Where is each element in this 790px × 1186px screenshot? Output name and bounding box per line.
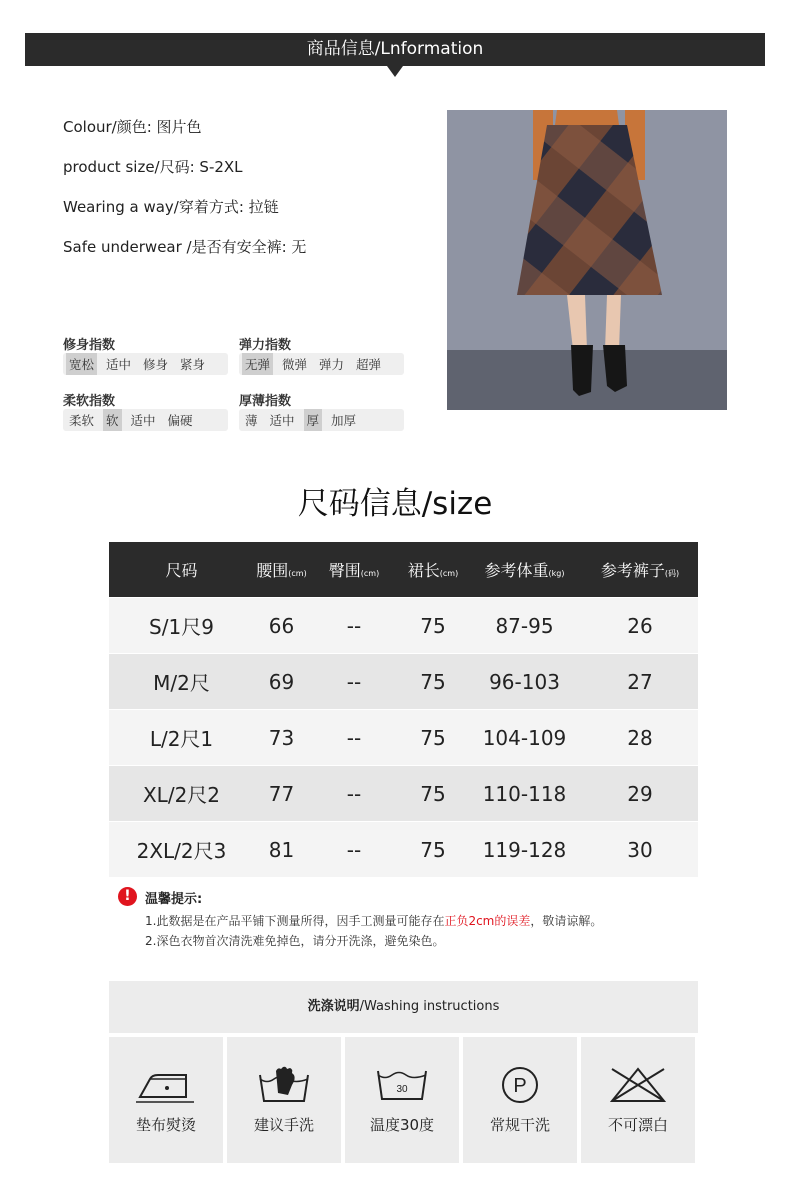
thickness-option: 适中 bbox=[269, 413, 295, 428]
wash-item-dry-clean bbox=[463, 1037, 577, 1163]
table-row bbox=[109, 765, 698, 821]
product-photo bbox=[447, 110, 727, 410]
wash-label: 垫布熨烫 bbox=[135, 1116, 196, 1134]
cell-hip: -- bbox=[346, 613, 362, 638]
cell-weight: 96-103 bbox=[489, 669, 560, 694]
cell-waist: 69 bbox=[268, 669, 295, 694]
cell-length: 75 bbox=[420, 781, 446, 806]
cell-pants-size: 29 bbox=[627, 781, 653, 806]
wash-item-iron bbox=[109, 1037, 223, 1163]
cell-hip: -- bbox=[346, 837, 362, 862]
fit-index-title: 修身指数 bbox=[63, 338, 116, 353]
section-banner: 商品信息/Lnformation bbox=[25, 33, 765, 66]
tip-line-2: 2.深色衣物首次清洗难免掉色，请分开洗涤，避免染色。 bbox=[145, 934, 445, 948]
cell-pants-size: 26 bbox=[627, 613, 653, 638]
cell-waist: 73 bbox=[268, 725, 295, 750]
header-weight: 参考体重(kg) bbox=[484, 561, 565, 580]
cell-hip: -- bbox=[346, 725, 362, 750]
wash-item-30 bbox=[345, 1037, 459, 1163]
cell-hip: -- bbox=[346, 669, 362, 694]
cell-length: 75 bbox=[420, 613, 446, 638]
thickness-option: 厚 bbox=[304, 409, 323, 431]
thickness-index-bar bbox=[239, 409, 404, 431]
dry-clean-letter: P bbox=[513, 1075, 527, 1097]
info-size: product size/尺码: S-2XL bbox=[63, 158, 243, 176]
header-waist: 腰围(cm) bbox=[256, 561, 307, 580]
hand-wash-icon bbox=[254, 1065, 314, 1105]
cell-size: M/2尺 bbox=[153, 671, 210, 695]
dry-clean-p-icon bbox=[490, 1065, 550, 1105]
info-wearing: Wearing a way/穿着方式: 拉链 bbox=[63, 198, 279, 216]
elastic-index-title: 弹力指数 bbox=[239, 338, 292, 353]
cell-weight: 87-95 bbox=[495, 613, 554, 638]
elastic-option: 弹力 bbox=[319, 357, 345, 372]
cell-pants-size: 27 bbox=[627, 669, 653, 694]
fit-index-bar bbox=[63, 353, 228, 375]
header-pants-size: 参考裤子(码) bbox=[600, 561, 680, 580]
fit-option: 宽松 bbox=[66, 353, 97, 375]
table-row bbox=[109, 597, 698, 653]
tip-line-1: 1.此数据是在产品平铺下测量所得，因手工测量可能存在正负2cm的误差，敬请谅解。 bbox=[145, 914, 603, 928]
table-row bbox=[109, 821, 698, 877]
elastic-index-bar bbox=[239, 353, 404, 375]
cell-length: 75 bbox=[420, 725, 446, 750]
header-hip: 臀围(cm) bbox=[328, 561, 380, 580]
thickness-index-title: 厚薄指数 bbox=[239, 394, 292, 409]
wash-temp: 30 bbox=[396, 1084, 408, 1095]
elastic-option: 微弹 bbox=[282, 357, 308, 372]
softness-option: 软 bbox=[103, 409, 122, 431]
elastic-option: 超弹 bbox=[356, 357, 382, 372]
cell-hip: -- bbox=[346, 781, 362, 806]
softness-index-bar bbox=[63, 409, 228, 431]
table-header bbox=[109, 542, 698, 597]
softness-index-title: 柔软指数 bbox=[63, 394, 116, 409]
warning-icon: ! bbox=[118, 887, 137, 906]
elastic-option: 无弹 bbox=[242, 353, 273, 375]
wash-30-icon bbox=[372, 1065, 432, 1105]
washing-header: 洗涤说明/Washing instructions bbox=[109, 981, 698, 1033]
cell-size: XL/2尺2 bbox=[142, 783, 221, 807]
cell-waist: 81 bbox=[268, 837, 295, 862]
no-bleach-icon bbox=[608, 1065, 668, 1105]
cell-size: S/1尺9 bbox=[149, 615, 214, 639]
cell-pants-size: 28 bbox=[627, 725, 653, 750]
wash-label: 不可漂白 bbox=[607, 1116, 668, 1134]
cell-length: 75 bbox=[420, 837, 446, 862]
info-safe-underwear: Safe underwear /是否有安全裤: 无 bbox=[63, 238, 307, 256]
cell-length: 75 bbox=[420, 669, 446, 694]
cell-waist: 66 bbox=[268, 613, 295, 638]
wash-label: 常规干洗 bbox=[489, 1116, 550, 1134]
cell-waist: 77 bbox=[268, 781, 295, 806]
size-table bbox=[109, 542, 698, 877]
cell-pants-size: 30 bbox=[627, 837, 653, 862]
cell-size: 2XL/2尺3 bbox=[136, 839, 227, 863]
iron-icon bbox=[136, 1065, 196, 1105]
banner-arrow bbox=[387, 66, 403, 77]
header-size: 尺码 bbox=[165, 561, 198, 580]
info-colour: Colour/颜色: 图片色 bbox=[63, 118, 202, 136]
thickness-option: 加厚 bbox=[331, 413, 357, 428]
cell-weight: 104-109 bbox=[482, 725, 567, 750]
fit-option: 适中 bbox=[106, 357, 132, 372]
table-row bbox=[109, 709, 698, 765]
fit-option: 紧身 bbox=[180, 357, 206, 372]
wash-label: 温度30度 bbox=[369, 1116, 435, 1134]
wash-label: 建议手洗 bbox=[253, 1116, 314, 1134]
softness-option: 适中 bbox=[130, 413, 156, 428]
tip-error-margin: 正负2cm的误差 bbox=[444, 914, 531, 928]
wash-item-no-bleach bbox=[581, 1037, 695, 1163]
table-row bbox=[109, 653, 698, 709]
softness-option: 柔软 bbox=[69, 413, 95, 428]
cell-weight: 119-128 bbox=[482, 837, 567, 862]
wash-item-hand-wash bbox=[227, 1037, 341, 1163]
size-section-title: 尺码信息/size bbox=[297, 486, 493, 522]
thickness-option: 薄 bbox=[245, 413, 258, 428]
softness-option: 偏硬 bbox=[167, 413, 193, 428]
fit-option: 修身 bbox=[143, 357, 169, 372]
cell-weight: 110-118 bbox=[482, 781, 567, 806]
cell-size: L/2尺1 bbox=[149, 727, 214, 751]
header-length: 裙长(cm) bbox=[407, 561, 459, 580]
tips-title: 温馨提示: bbox=[145, 892, 203, 907]
